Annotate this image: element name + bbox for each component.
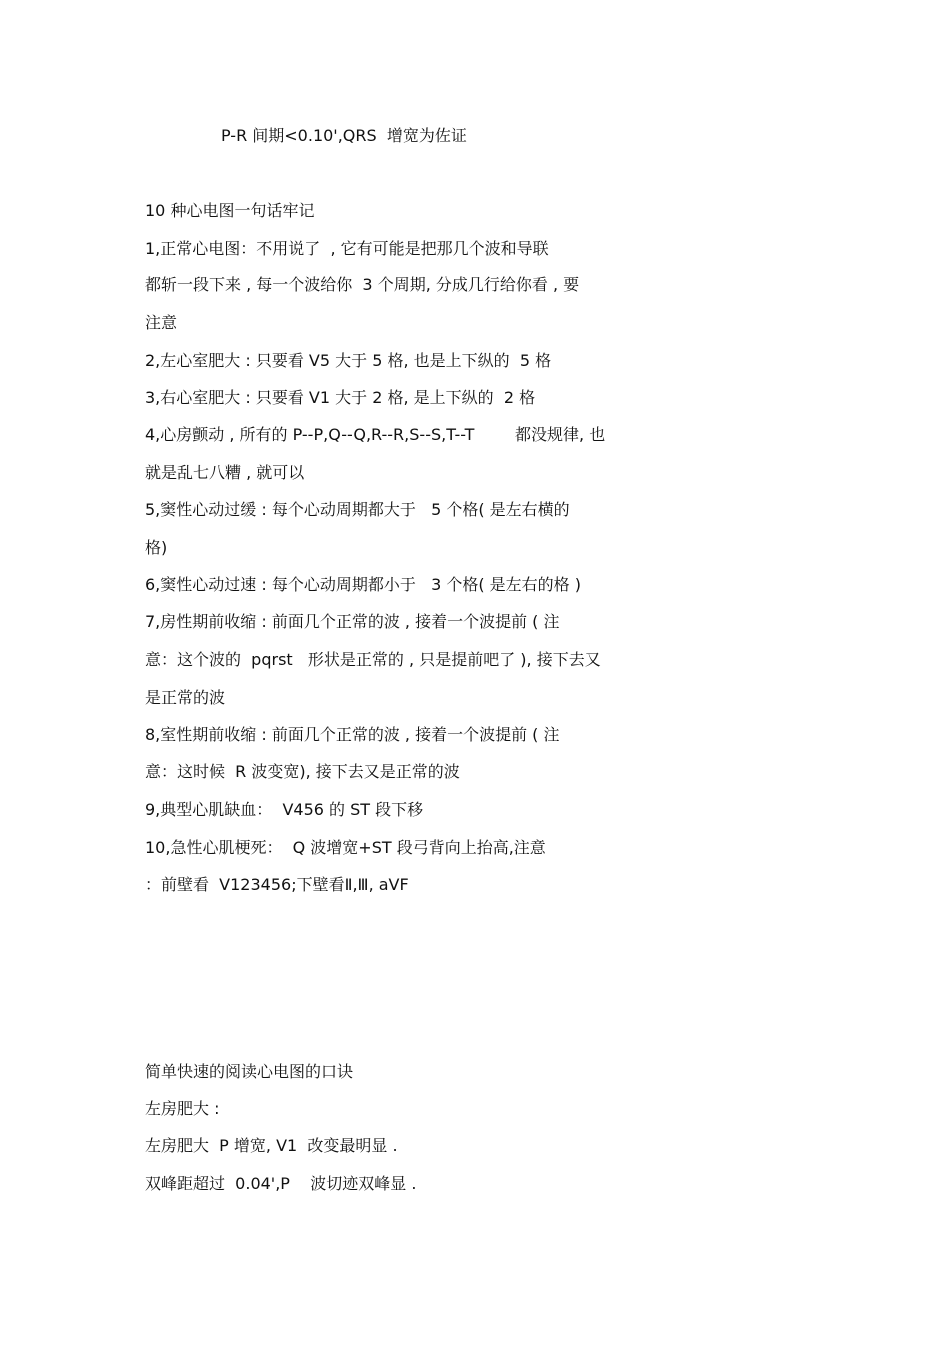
list-item-1-line-2: 都斩一段下来 , 每一个波给你 3 个周期, 分成几行给你看 , 要 — [145, 275, 580, 294]
list-item-4-line-1: 4,心房颤动 , 所有的 P--P,Q--Q,R--R,S--S,T--T 都没规律, 也 — [145, 425, 606, 444]
list-item-3: 3,右心室肥大 : 只要看 V1 大于 2 格, 是上下纵的 2 格 — [145, 388, 536, 407]
list-item-7-line-1: 7,房性期前收缩 : 前面几个正常的波 , 接着一个波提前 ( 注 — [145, 612, 560, 631]
left-atrial-line-1: 左房肥大 P 增宽, V1 改变最明显 . — [145, 1136, 398, 1155]
list-item-6: 6,窦性心动过速 : 每个心动周期都小于 3 个格( 是左右的格 ) — [145, 575, 582, 594]
list-item-5-line-2: 格) — [145, 538, 168, 557]
list-item-7-line-3: 是正常的波 — [145, 688, 226, 707]
list-item-8-line-2: 意：这时候 R 波变宽), 接下去又是正常的波 — [145, 762, 460, 781]
list-item-9: 9,典型心肌缺血： V456 的 ST 段下移 — [145, 800, 424, 819]
list-item-1-line-1: 1,正常心电图：不用说了 , 它有可能是把那几个波和导联 — [145, 239, 549, 258]
left-atrial-line-2: 双峰距超过 0.04',P 波切迹双峰显 . — [145, 1174, 417, 1193]
list-item-4-line-2: 就是乱七八糟 , 就可以 — [145, 463, 305, 482]
left-atrial-heading: 左房肥大 : — [145, 1099, 220, 1118]
list-item-10-line-2: ：前壁看 V123456;下壁看Ⅱ,Ⅲ, aVF — [145, 875, 409, 894]
list-item-10-line-1: 10,急性心肌梗死： Q 波增宽+ST 段弓背向上抬高,注意 — [145, 838, 546, 857]
pr-interval-note: P-R 间期<0.10',QRS 增宽为佐证 — [221, 126, 467, 145]
list-item-2: 2,左心室肥大 : 只要看 V5 大于 5 格, 也是上下纵的 5 格 — [145, 351, 552, 370]
list-item-7-line-2: 意：这个波的 pqrst 形状是正常的 , 只是提前吧了 ), 接下去又 — [145, 650, 601, 669]
list-item-1-line-3: 注意 — [145, 313, 178, 332]
list-item-5-line-1: 5,窦性心动过缓 : 每个心动周期都大于 5 个格( 是左右横的 — [145, 500, 570, 519]
list-item-8-line-1: 8,室性期前收缩 : 前面几个正常的波 , 接着一个波提前 ( 注 — [145, 725, 560, 744]
section-title-quick-reading: 简单快速的阅读心电图的口诀 — [145, 1062, 354, 1081]
section-title-ten-ecg: 10 种心电图一句话牢记 — [145, 201, 315, 220]
